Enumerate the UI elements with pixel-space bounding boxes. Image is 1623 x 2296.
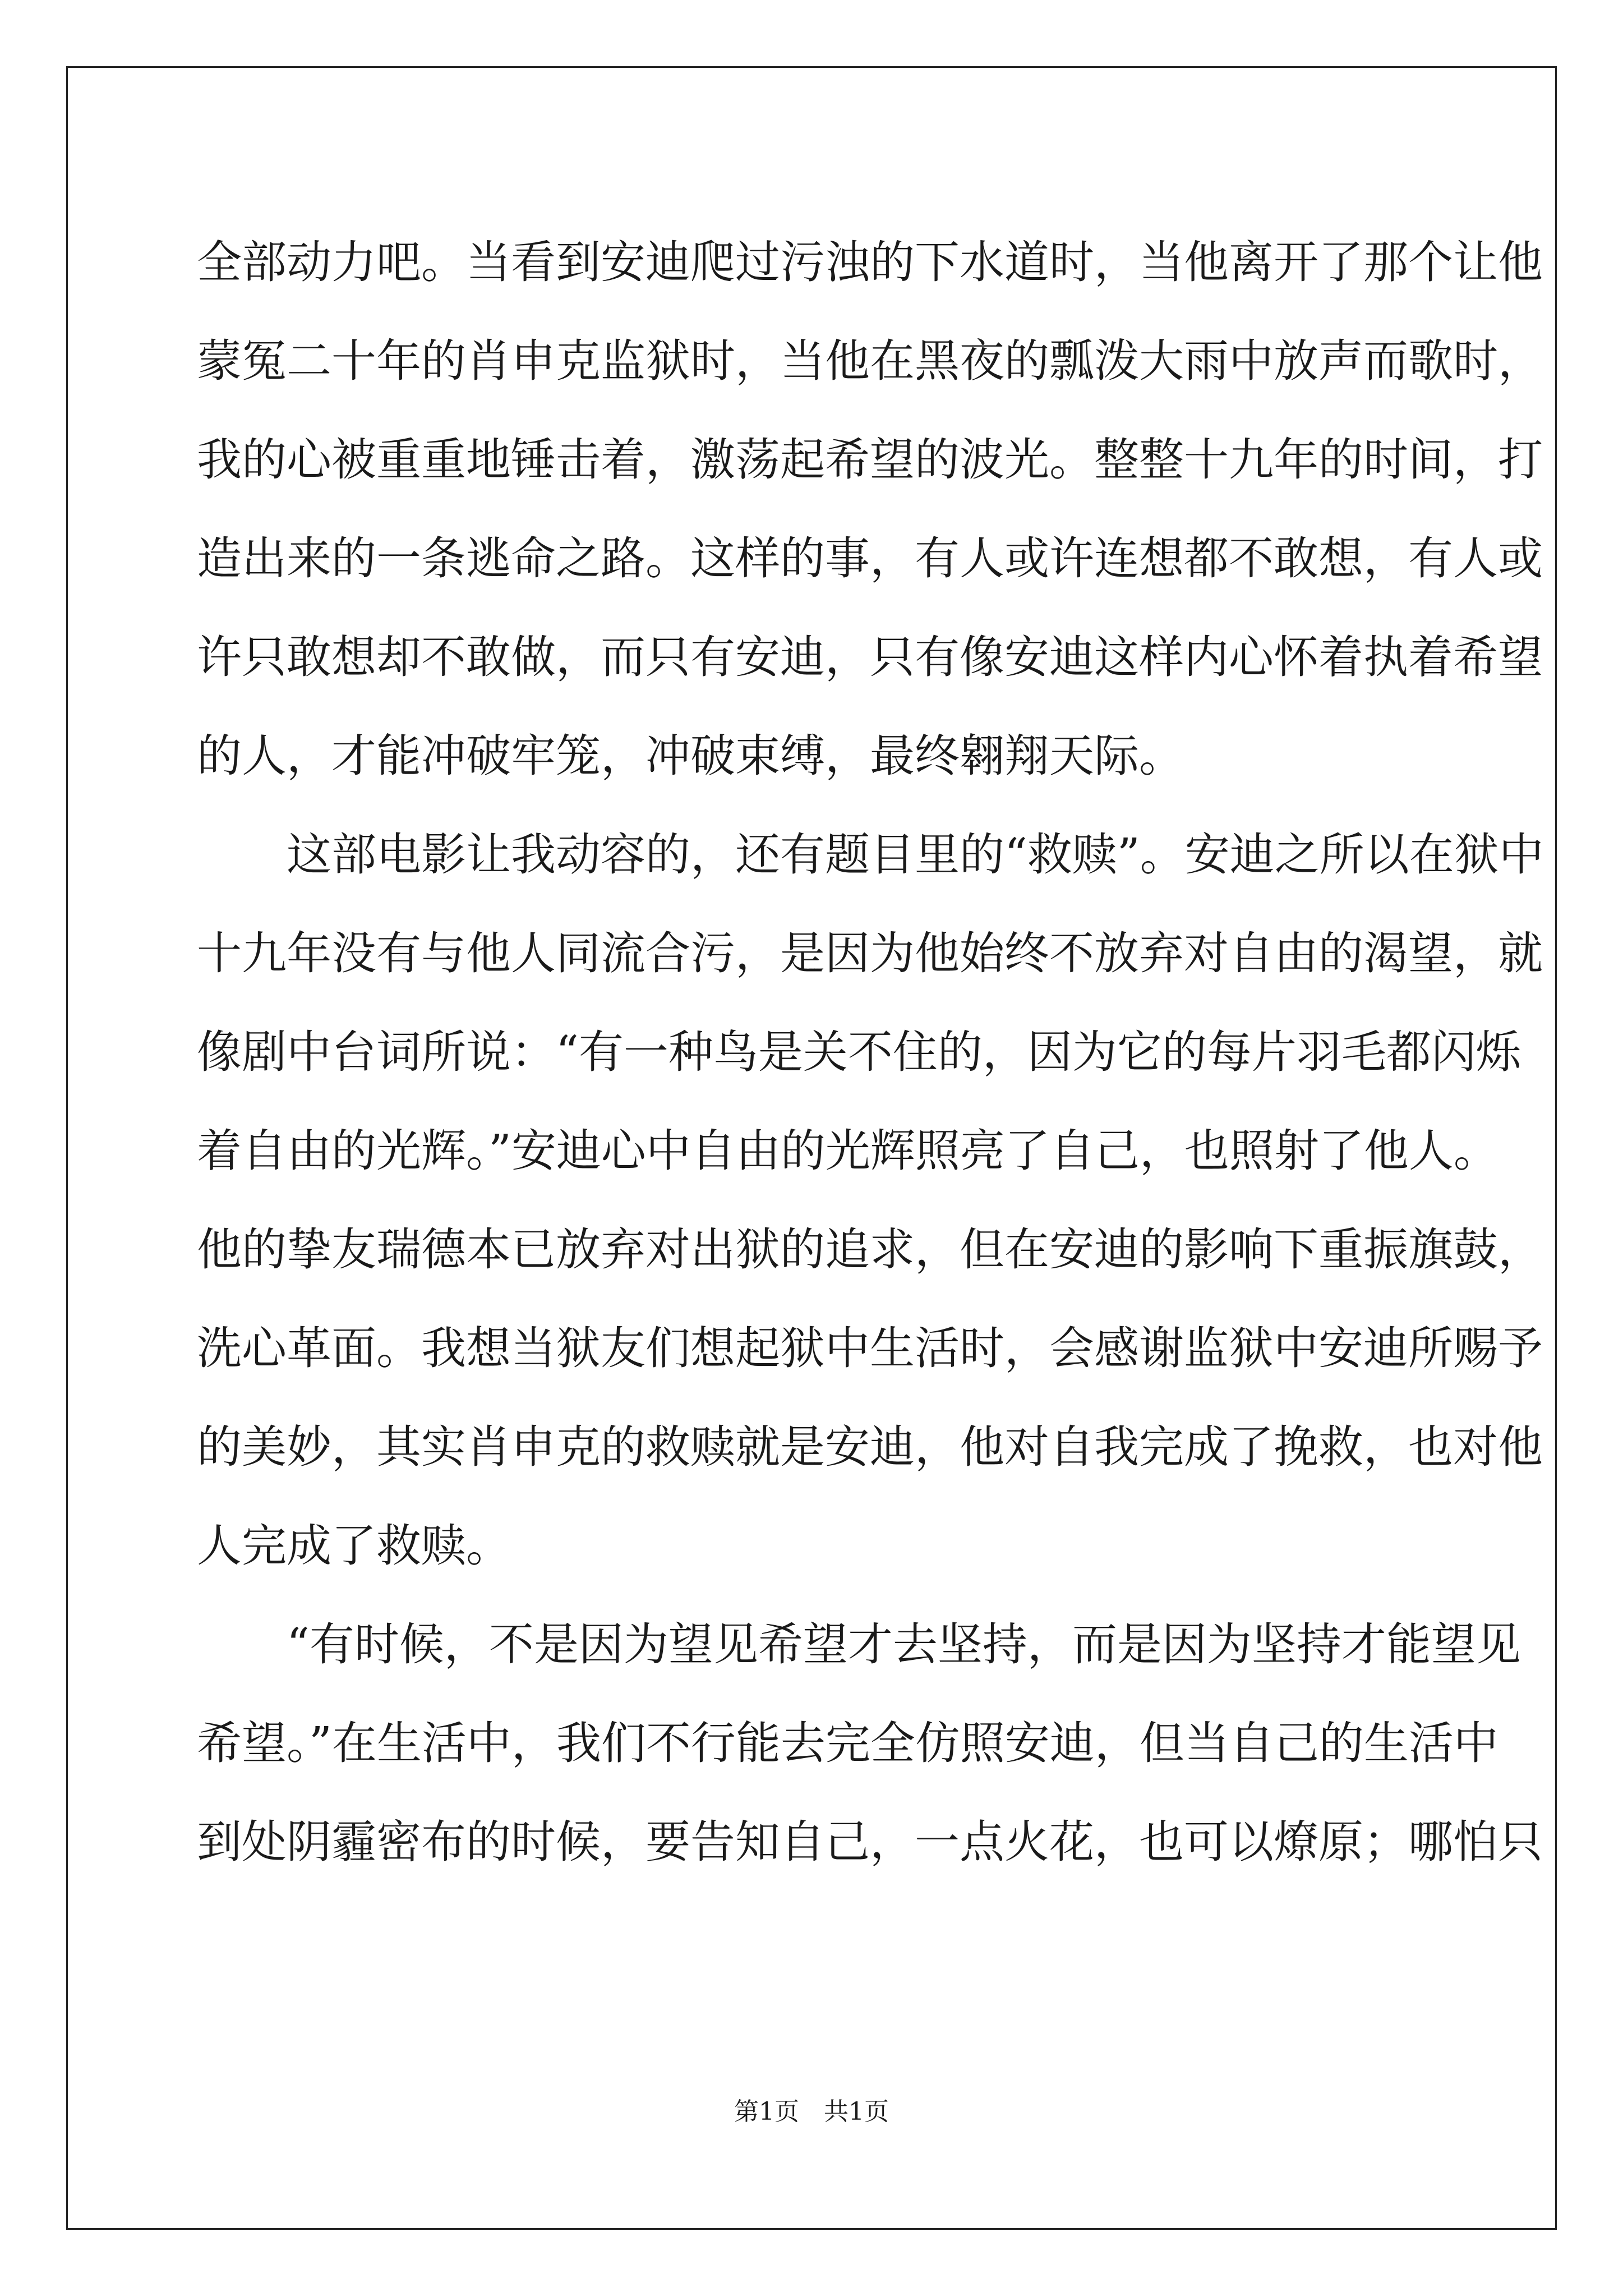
- text-line: 到处阴霾密布的时候，要告知自己，一点火花，也可以燎原；哪怕只: [197, 1816, 1543, 1868]
- text-line: 许只敢想却不敢做，而只有安迪，只有像安迪这样内心怀着执着希望: [197, 631, 1543, 683]
- page-footer: [0, 2095, 1623, 2129]
- page-total: 共1页: [824, 2097, 889, 2126]
- text-line: 像剧中台词所说：“有一种鸟是关不住的，因为它的每片羽毛都闪烁: [197, 1026, 1521, 1078]
- paragraph-start-line: “有时候，不是因为望见希望才去坚持，而是因为坚持才能望见: [287, 1618, 1521, 1671]
- text-line: 的美妙，其实肖申克的救赎就是安迪，他对自我完成了挽救，也对他: [197, 1421, 1543, 1473]
- text-line: 蒙冤二十年的肖申克监狱时，当他在黑夜的瓢泼大雨中放声而歌时，: [197, 335, 1543, 387]
- text-line: 洗心革面。我想当狱友们想起狱中生活时，会感谢监狱中安迪所赐予: [197, 1322, 1543, 1374]
- text-line: 十九年没有与他人同流合污，是因为他始终不放弃对自由的渴望，就: [197, 927, 1543, 979]
- text-line: 造出来的一条逃命之路。这样的事，有人或许连想都不敢想，有人或: [197, 532, 1543, 585]
- text-line: 他的挚友瑞德本已放弃对出狱的追求，但在安迪的影响下重振旗鼓，: [197, 1223, 1543, 1276]
- text-line: 我的心被重重地锤击着，激荡起希望的波光。整整十九年的时间，打: [197, 434, 1543, 486]
- text-line: 人完成了救赎。: [197, 1520, 511, 1572]
- text-line: 的人，才能冲破牢笼，冲破束缚，最终翱翔天际。: [197, 730, 1184, 782]
- text-line: 着自由的光辉。”安迪心中自由的光辉照亮了自己，也照射了他人。: [197, 1125, 1498, 1177]
- text-line: 希望。”在生活中，我们不行能去完全仿照安迪，但当自己的生活中: [197, 1717, 1498, 1769]
- paragraph-start-line: 这部电影让我动容的，还有题目里的“救赎”。安迪之所以在狱中: [287, 829, 1544, 881]
- page-number: 第1页: [734, 2097, 799, 2126]
- text-line: 全部动力吧。当看到安迪爬过污浊的下水道时，当他离开了那个让他: [197, 236, 1543, 288]
- document-body: [197, 213, 1544, 1892]
